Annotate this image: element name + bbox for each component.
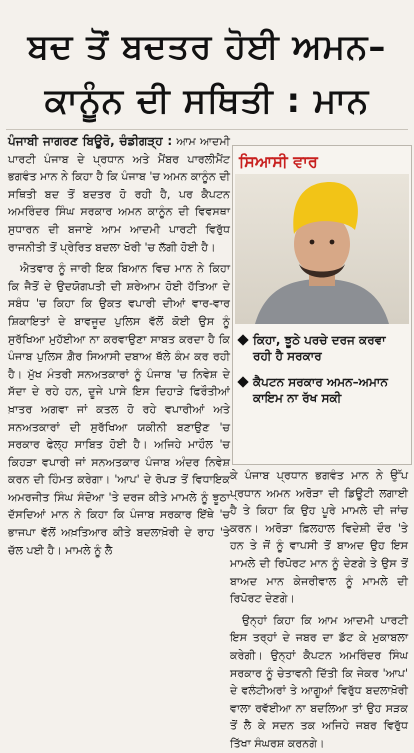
sidebar-bullet — [239, 332, 407, 364]
sidebar-bullet-text: ਕੈਪਟਨ ਸਰਕਾਰ ਅਮਨ–ਅਮਾਨ ਕਾਇਮ ਨਾ ਰੱਖ ਸਕੀ — [253, 375, 388, 405]
sidebar-bullet-text: ਕਿਹਾ, ਝੂਠੇ ਪਰਚੇ ਦਰਜ ਕਰਵਾ ਰਹੀ ਹੈ ਸਰਕਾਰ — [253, 333, 386, 363]
portrait-photo — [235, 174, 409, 324]
sidebar-bullet — [239, 374, 407, 406]
headline — [6, 20, 408, 128]
diamond-bullet-icon — [237, 334, 248, 345]
article2-paragraph-1: ਕੇ ਪੰਜਾਬ ਪ੍ਰਧਾਨ ਭਗਵੰਤ ਮਾਨ ਨੇ ਉੱਪ ਪ੍ਰਧਾਨ ਅਮਨ ਅਰੋੜਾ ਦੀ ਡਿਊਟੀ ਲਗਾਈ ਹੈ ਤੇ ਕਿਹਾ ਕਿ ਉਹ ਪੂਰੇ ਮਾਮਲੇ ਦੀ ਜਾਂਚ ਕਰਨ। ਅਰੋੜਾ ਫ਼ਿਲਹਾਲ ਵਿਦੇਸ਼ੀ ਦੌਰ 'ਤੇ ਹਨ ਤੇ ਜੋਂ ਨੂੰ ਵਾਪਸੀ ਤੋਂ ਬਾਅਦ ਉਹ ਇਸ ਮਾਮਲੇ ਦੀ ਰਿਪੋਰਟ ਮਾਨ ਨੂੰ ਦੇਣਗੇ ਤੇ ਉਸ ਤੋਂ ਬਾਅਦ ਮਾਨ ਕੇਜਰੀਵਾਲ ਨੂੰ ਮਾਮਲੇ ਦੀ ਰਿਪੋਰਟ ਦੇਣਗੇ। — [230, 469, 408, 606]
sidebar-title: ਸਿਆਸੀ ਵਾਰ — [239, 152, 318, 171]
article-paragraph-1 — [8, 133, 230, 256]
right-eye — [330, 240, 335, 245]
sidebar-box — [232, 145, 412, 465]
headline-line-2: ਕਾਨੂੰਨ ਦੀ ਸਥਿਤੀ : ਮਾਨ — [44, 81, 370, 121]
article-paragraph-1-text: ਆਮ ਆਦਮੀ ਪਾਰਟੀ ਪੰਜਾਬ ਦੇ ਪ੍ਰਧਾਨ ਅਤੇ ਮੈਂਬਰ ਪਾਰਲੀਮੈਂਟ ਭਗਵੰਤ ਮਾਨ ਨੇ ਕਿਹਾ ਹੈ ਕਿ ਪੰਜਾਬ 'ਚ ਅਮਨ ਕਾਨੂੰਨ ਦੀ ਸਥਿਤੀ ਬਦ ਤੋਂ ਬਦਤਰ ਹੋ ਰਹੀ ਹੈ, ਪਰ ਕੈਪਟਨ ਅਮਰਿੰਦਰ ਸਿੰਘ ਸਰਕਾਰ ਅਮਨ ਕਾਨੂੰਨ ਦੀ ਵਿਵਸਥਾ ਸੁਧਾਰਨ ਦੀ ਬਜਾਏ ਆਮ ਆਦਮੀ ਪਾਰਟੀ ਵਿਰੁੱਧ ਰਾਜਨੀਤੀ ਤੋਂ ਪ੍ਰੇਰਿਤ ਬਦਲਾ ਖੋਰੀ 'ਚ ਲੱਗੀ ਹੋਈ ਹੈ। — [8, 135, 230, 254]
headline-line-1: ਬਦ ਤੋਂ ਬਦਤਰ ਹੋਈ ਅਮਨ– — [27, 27, 387, 67]
article-column-1 — [8, 133, 230, 708]
portrait-illustration — [235, 174, 409, 324]
byline: ਪੰਜਾਬੀ ਜਾਗਰਣ ਬਿਊਰੋ, ਚੰਡੀਗੜ੍ਹ : — [8, 134, 173, 148]
article-paragraph-2: ਐਤਵਾਰ ਨੂੰ ਜਾਰੀ ਇਕ ਬਿਆਨ ਵਿਚ ਮਾਨ ਨੇ ਕਿਹਾ ਕਿ ਜੈਤੋਂ ਦੇ ਉਦਯੋਗਪਤੀ ਦੀ ਸ਼ਰੇਆਮ ਹੋਈ ਹੱਤਿਆ ਦੇ ਸਬੰਧ 'ਚ ਕਿਹਾ ਕਿ ਉਕਤ ਵਪਾਰੀ ਦੀਆਂ ਵਾਰ-ਵਾਰ ਸ਼ਿਕਾਇਤਾਂ ਦੇ ਬਾਵਜੂਦ ਪੁਲਿਸ ਵੱਲੋਂ ਕੋਈ ਉਸ ਨੂੰ ਸੁਰੱਖਿਆ ਮੁਹੱਈਆ ਨਾ ਕਰਵਾਉਣਾ ਸਾਬਤ ਕਰਦਾ ਹੈ ਕਿ ਪੰਜਾਬ ਪੁਲਿਸ ਗ਼ੈਰ ਸਿਆਸੀ ਦਬਾਅ ਥੱਲੇ ਕੰਮ ਕਰ ਰਹੀ ਹੈ। ਮੁੱਖ ਮੰਤਰੀ ਸਨਅਤਕਾਰਾਂ ਨੂੰ ਪੰਜਾਬ 'ਚ ਨਿਵੇਸ਼ ਦੇ ਸੱਦਾ ਦੇ ਰਹੇ ਹਨ, ਦੂਜੇ ਪਾਸੇ ਇਸ ਦਿਹਾੜੇ ਫਿਰੌਤੀਆਂ ਖ਼ਾਤਰ ਅਗਵਾ ਜਾਂ ਕਤਲ ਹੋ ਰਹੇ ਵਪਾਰੀਆਂ ਅਤੇ ਸਨਅਤਕਾਰਾਂ ਦੀ ਸੁਰੱਖਿਆ ਯਕੀਨੀ ਬਣਾਉਣ 'ਚ ਸਰਕਾਰ ਫੇਲ੍ਹ ਸਾਬਿਤ ਹੋਈ ਹੈ। ਅਜਿਹੇ ਮਾਹੌਲ 'ਚ ਕਿਹੜਾ ਵਪਾਰੀ ਜਾਂ ਸਨਅਤਕਾਰ ਪੰਜਾਬ ਅੰਦਰ ਨਿਵੇਸ਼ ਕਰਨ ਦੀ ਹਿੰਮਤ ਕਰੇਗਾ। 'ਆਪ' ਦੇ ਰੋਪੜ ਤੋਂ ਵਿਧਾਇਕ ਅਮਰਜੀਤ ਸਿੰਘ ਸੰਦੋਆ 'ਤੇ ਦਰਜ ਕੀਤੇ ਮਾਮਲੇ ਨੂੰ ਝੂਠਾ ਦੱਸਦਿਆਂ ਮਾਨ ਨੇ ਕਿਹਾ ਕਿ ਪੰਜਾਬ ਸਰਕਾਰ ਇੱਥੇ 'ਚ ਭਾਜਪਾ ਵੱਲੋਂ ਅਖ਼ਤਿਆਰ ਕੀਤੇ ਬਦਲਾਖ਼ੋਰੀ ਦੇ ਰਾਹ 'ਤੇ ਚੱਲ ਪਈ ਹੈ। ਮਾਮਲੇ ਨੂੰ ਲੈ — [8, 262, 230, 557]
headline-divider — [6, 129, 408, 130]
sidebar-bullets — [239, 332, 407, 416]
article2-paragraph-2: ਉਨ੍ਹਾਂ ਕਿਹਾ ਕਿ ਆਮ ਆਦਮੀ ਪਾਰਟੀ ਇਸ ਤਰ੍ਹਾਂ ਦੇ ਜਬਰ ਦਾ ਡੱਟ ਕੇ ਮੁਕਾਬਲਾ ਕਰੇਗੀ। ਉਨ੍ਹਾਂ ਕੈਪਟਨ ਅਮਰਿੰਦਰ ਸਿੰਘ ਸਰਕਾਰ ਨੂੰ ਚੇਤਾਵਨੀ ਦਿੱਤੀ ਕਿ ਜੇਕਰ 'ਆਪ' ਦੇ ਵਲੰਟੀਅਰਾਂ ਤੇ ਆਗੂਆਂ ਵਿਰੁੱਧ ਬਦਲਾਖ਼ੋਰੀ ਵਾਲਾ ਰਵੱਈਆ ਨਾ ਬਦਲਿਆ ਤਾਂ ਉਹ ਸੜਕ ਤੋਂ ਲੈ ਕੇ ਸਦਨ ਤਕ ਅਜਿਹੇ ਜਬਰ ਵਿਰੁੱਧ ਤਿੱਖਾ ਸੰਘਰਸ਼ ਕਰਨਗੇ। — [230, 613, 408, 750]
left-eye — [310, 240, 315, 245]
diamond-bullet-icon — [237, 376, 248, 387]
article-column-2 — [230, 467, 408, 750]
